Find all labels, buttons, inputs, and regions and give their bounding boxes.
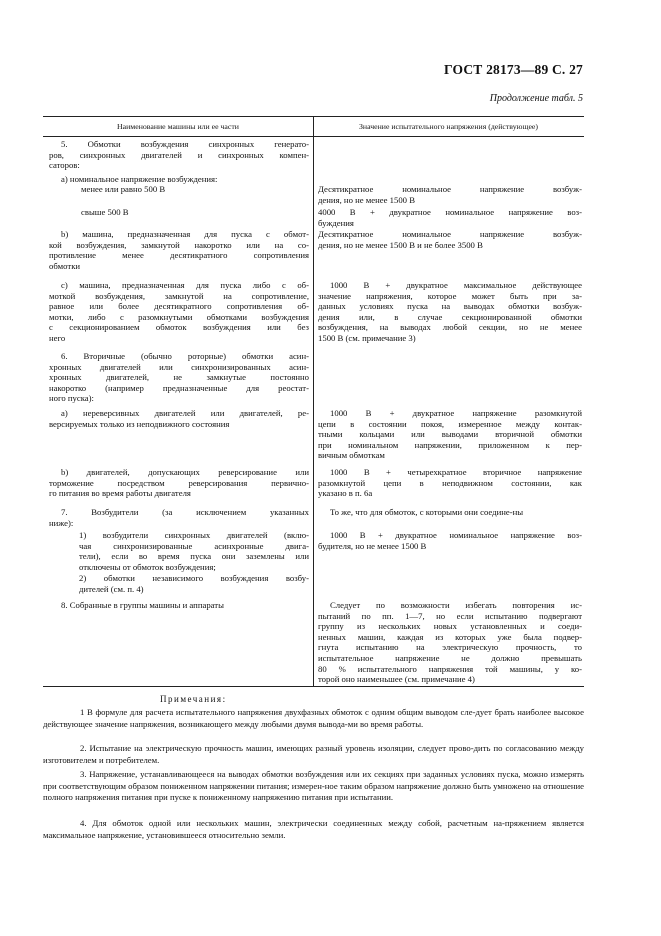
value-5a-le-500: Десятикратное номинальное напряжение возбуж- дения, но не менее 1500 В [318, 184, 582, 205]
row-6-title: 6. Вторичные (обычно роторные) обмотки асин- хронных двигателей или синхронизированных асин- хронных двигателей, не замкнутые постоянно накоротко (например предназначенные для реостат- ного пуска): [49, 351, 309, 404]
note-2: 2. Испытание на электрическую прочность машин, имеющих разный уровень изоляции, следует прово-дить по согласованию между изготовителем и потребителем. [43, 743, 584, 765]
table-continuation-label: Продолжение табл. 5 [489, 93, 583, 104]
notes-title: Примечания: [160, 694, 227, 704]
row-5a: а) номинальное напряжение возбуждения: [61, 174, 218, 184]
column-divider [313, 116, 314, 686]
row-6a: а) нереверсивных двигателей или двигателей, ре- версируемых только из неподвижного состояния [49, 408, 309, 429]
row-5c: с) машина, предназначенная для пуска либо с об- моткой возбуждения, замкнутой на сопротивление, равное или более десятикратного сопротивления об- мотки, либо с разомкнутыми обмотками возбуждения с секционированием обмоток возбуждения или без него [49, 280, 309, 343]
value-5a-gt-500: 4000 В + двукратное номинальное напряжение воз- буждения [318, 207, 582, 228]
value-8: Следует по возможности избегать повторения ис- пытаний по пп. 1—7, но если испытанию подвергают группу из нескольких новых установленных и соеди- ненных машин, каждая из которых уже была подвер- гнута испытанию на электрическую прочность, то испытательное напряжение не должно превышать 80 % испытательного напряжения той машины, у ко- торой оно наименьшее (см. примечание 4) [318, 600, 582, 685]
row-7-2: 2) обмотки независимого возбуждения возбу- дителей (см. п. 4) [79, 573, 309, 594]
row-5b: b) машина, предназначенная для пуска с обмот- кой возбуждения, замкнутой накоротко или на со- противление менее десятикратного сопротивления обмотки [49, 229, 309, 271]
row-5a-le-500: менее или равно 500 В [81, 184, 166, 194]
column-header-voltage: Значение испытательного напряжения (действующее) [359, 122, 538, 131]
value-5b: Десятикратное номинальное напряжение возбуж- дения, но не менее 1500 В и не более 3500 В [318, 229, 582, 250]
value-5c: 1000 В + двукратное максимальное действующее значение напряжения, которое может быть при за- данных условиях пуска на выводах обмотки возбуж- дения или, в случае секционированной обмотки возбуждения, на выводах любой секции, но не менее 1500 В (см. примечание 3) [318, 280, 582, 343]
row-7-title: 7. Возбудители (за исключением указанных ниже): [49, 507, 309, 528]
note-1: 1 В формуле для расчета испытательного напряжения двухфазных обмоток с одним общим выводом сле-дует брать наиболее высокое действующее значение напряжения, возникающего между любыми двумя вывода-ми во время работы. [43, 707, 584, 729]
note-4: 4. Для обмоток одной или нескольких машин, электрически соединенных между собой, расчетным на-пряжением является максимальное напряжение, установившееся относительно земли. [43, 818, 584, 840]
column-header-machine: Наименование машины или ее части [117, 122, 239, 131]
value-6b: 1000 В + четырехкратное вторичное напряжение разомкнутой цепи в неподвижном состоянии, как указано в п. 6а [318, 467, 582, 499]
value-7: То же, что для обмоток, с которыми они соедине-ны [330, 507, 524, 517]
row-7-1: 1) возбудители синхронных двигателей (вклю- чая синхронизированные асинхронные двига- тели), если во время пуска они заземлены или отключены от обмоток возбуждения; [79, 530, 309, 572]
row-5-title: 5. Обмотки возбуждения синхронных генерато- ров, синхронных двигателей и синхронных компен- саторов: [49, 139, 309, 171]
table-bottom-rule [43, 686, 584, 687]
note-3: 3. Напряжение, устанавливающееся на выводах обмотки возбуждения или их секциях при заданных условиях пуска, можно измерять при соответствующим образом пониженном напряжении питания; измерен-ное таким образом напряжение должно быть умножено на отношение полного напряжения питания при пуске к пониженному напряжению питания при испытании. [43, 769, 584, 803]
row-5a-gt-500: свыше 500 В [81, 207, 129, 217]
page-header: ГОСТ 28173—89 С. 27 [444, 62, 583, 77]
row-6b: b) двигателей, допускающих реверсирование или торможение посредством реверсирования первично- го питания во время работы двигателя [49, 467, 309, 499]
value-7-2: 1000 В + двукратное номинальное напряжение воз- будителя, но не менее 1500 В [318, 530, 582, 551]
value-6a: 1000 В + двукратное напряжение разомкнутой цепи в состоянии покоя, измеренное между контак- тными кольцами или выводами вторичной обмотки при номинальном напряжении, приложенном к пер- вичным обмоткам [318, 408, 582, 461]
row-8: 8. Собранные в группы машины и аппараты [61, 600, 224, 610]
